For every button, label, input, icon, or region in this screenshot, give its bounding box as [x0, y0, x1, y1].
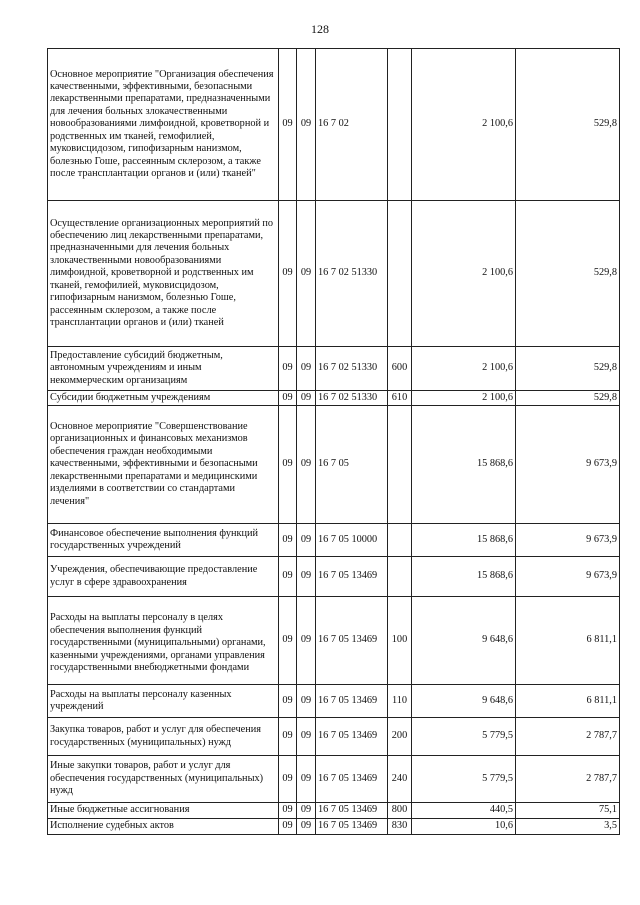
subsection-code: 09	[297, 685, 316, 718]
section-code: 09	[279, 718, 297, 756]
expense-name: Финансовое обеспечение выполнения функций государственных учреждений	[48, 524, 279, 557]
target-article-code: 16 7 02 51330	[316, 391, 388, 406]
amount-plan: 2 100,6	[412, 201, 516, 347]
expense-name: Учреждения, обеспечивающие предоставление услуг в сфере здравоохранения	[48, 557, 279, 597]
table-row	[48, 718, 620, 756]
section-code: 09	[279, 49, 297, 201]
section-code: 09	[279, 756, 297, 803]
amount-plan: 2 100,6	[412, 347, 516, 391]
expense-type-code	[388, 201, 412, 347]
table-row	[48, 391, 620, 406]
amount-executed: 529,8	[516, 347, 620, 391]
subsection-code: 09	[297, 524, 316, 557]
amount-plan: 10,6	[412, 819, 516, 835]
expense-type-code: 610	[388, 391, 412, 406]
table-row	[48, 406, 620, 524]
table-row	[48, 756, 620, 803]
expense-name: Предоставление субсидий бюджетным, автономным учреждениям и иным некоммерческим организациям	[48, 347, 279, 391]
section-code: 09	[279, 406, 297, 524]
amount-plan: 2 100,6	[412, 49, 516, 201]
amount-executed: 529,8	[516, 49, 620, 201]
amount-plan: 5 779,5	[412, 718, 516, 756]
table-row	[48, 347, 620, 391]
page-number: 128	[311, 22, 329, 36]
expense-name: Субсидии бюджетным учреждениям	[48, 391, 279, 406]
section-code: 09	[279, 685, 297, 718]
expense-type-code: 110	[388, 685, 412, 718]
subsection-code: 09	[297, 201, 316, 347]
target-article-code: 16 7 05 13469	[316, 685, 388, 718]
amount-executed: 9 673,9	[516, 524, 620, 557]
expense-type-code: 600	[388, 347, 412, 391]
target-article-code: 16 7 02 51330	[316, 347, 388, 391]
subsection-code: 09	[297, 347, 316, 391]
target-article-code: 16 7 05 13469	[316, 756, 388, 803]
budget-table	[47, 48, 620, 835]
subsection-code: 09	[297, 391, 316, 406]
table-row	[48, 201, 620, 347]
section-code: 09	[279, 524, 297, 557]
expense-name: Иные закупки товаров, работ и услуг для обеспечения государственных (муниципальных) нужд	[48, 756, 279, 803]
target-article-code: 16 7 05	[316, 406, 388, 524]
section-code: 09	[279, 557, 297, 597]
expense-name: Расходы на выплаты персоналу в целях обеспечения выполнения функций государственными (муниципальными) органами, казенными учреждениями, органами управления государственными внебюджетными фондами	[48, 597, 279, 685]
subsection-code: 09	[297, 406, 316, 524]
target-article-code: 16 7 02	[316, 49, 388, 201]
amount-executed: 3,5	[516, 819, 620, 835]
expense-type-code	[388, 49, 412, 201]
expense-type-code: 200	[388, 718, 412, 756]
subsection-code: 09	[297, 557, 316, 597]
expense-name: Исполнение судебных актов	[48, 819, 279, 835]
expense-name: Основное мероприятие "Организация обеспечения качественными, эффективными, безопасными лекарственными препаратами, предназначенными для лечения больных злокачественными новообразованиями лимфоидной, кроветворной и родственных им тканей, гемофилией, муковисцидозом, гипофизарным нанизмом, болезнью Гоше, рассеянным склерозом, а также после трансплантации органов и (или) тканей"	[48, 49, 279, 201]
table-row	[48, 803, 620, 819]
expense-name: Иные бюджетные ассигнования	[48, 803, 279, 819]
subsection-code: 09	[297, 718, 316, 756]
subsection-code: 09	[297, 49, 316, 201]
target-article-code: 16 7 05 13469	[316, 819, 388, 835]
amount-executed: 9 673,9	[516, 406, 620, 524]
amount-plan: 440,5	[412, 803, 516, 819]
expense-name: Закупка товаров, работ и услуг для обеспечения государственных (муниципальных) нужд	[48, 718, 279, 756]
amount-plan: 15 868,6	[412, 406, 516, 524]
amount-plan: 5 779,5	[412, 756, 516, 803]
expense-type-code	[388, 557, 412, 597]
amount-executed: 2 787,7	[516, 756, 620, 803]
expense-type-code: 830	[388, 819, 412, 835]
table-row	[48, 597, 620, 685]
section-code: 09	[279, 201, 297, 347]
target-article-code: 16 7 02 51330	[316, 201, 388, 347]
subsection-code: 09	[297, 803, 316, 819]
section-code: 09	[279, 597, 297, 685]
target-article-code: 16 7 05 13469	[316, 803, 388, 819]
amount-executed: 6 811,1	[516, 685, 620, 718]
expense-type-code: 100	[388, 597, 412, 685]
expense-type-code: 800	[388, 803, 412, 819]
table-row	[48, 49, 620, 201]
amount-executed: 6 811,1	[516, 597, 620, 685]
amount-plan: 15 868,6	[412, 524, 516, 557]
section-code: 09	[279, 391, 297, 406]
target-article-code: 16 7 05 13469	[316, 718, 388, 756]
expense-type-code	[388, 524, 412, 557]
amount-plan: 2 100,6	[412, 391, 516, 406]
table-row	[48, 819, 620, 835]
expense-name: Основное мероприятие "Совершенствование организационных и финансовых механизмов обеспечения граждан необходимыми качественными, эффективными и безопасными лекарственными препаратами и медицинскими изделиями в соответствии со стандартами лечения"	[48, 406, 279, 524]
table-row	[48, 524, 620, 557]
amount-plan: 15 868,6	[412, 557, 516, 597]
section-code: 09	[279, 803, 297, 819]
section-code: 09	[279, 347, 297, 391]
amount-executed: 9 673,9	[516, 557, 620, 597]
expense-name: Осуществление организационных мероприятий по обеспечению лиц лекарственными препаратами, предназначенными для лечения больных злокачественными новообразованиями лимфоидной, кроветворной и родственных им тканей, гемофилией, муковисцидозом, гипофизарным нанизмом, болезнью Гоше, рассеянным склерозом, а также после трансплантации органов и (или) тканей	[48, 201, 279, 347]
amount-plan: 9 648,6	[412, 685, 516, 718]
amount-executed: 2 787,7	[516, 718, 620, 756]
target-article-code: 16 7 05 10000	[316, 524, 388, 557]
subsection-code: 09	[297, 756, 316, 803]
subsection-code: 09	[297, 597, 316, 685]
expense-type-code	[388, 406, 412, 524]
expense-name: Расходы на выплаты персоналу казенных учреждений	[48, 685, 279, 718]
target-article-code: 16 7 05 13469	[316, 557, 388, 597]
target-article-code: 16 7 05 13469	[316, 597, 388, 685]
amount-executed: 75,1	[516, 803, 620, 819]
table-row	[48, 685, 620, 718]
subsection-code: 09	[297, 819, 316, 835]
amount-plan: 9 648,6	[412, 597, 516, 685]
amount-executed: 529,8	[516, 391, 620, 406]
expense-type-code: 240	[388, 756, 412, 803]
section-code: 09	[279, 819, 297, 835]
amount-executed: 529,8	[516, 201, 620, 347]
table-row	[48, 557, 620, 597]
